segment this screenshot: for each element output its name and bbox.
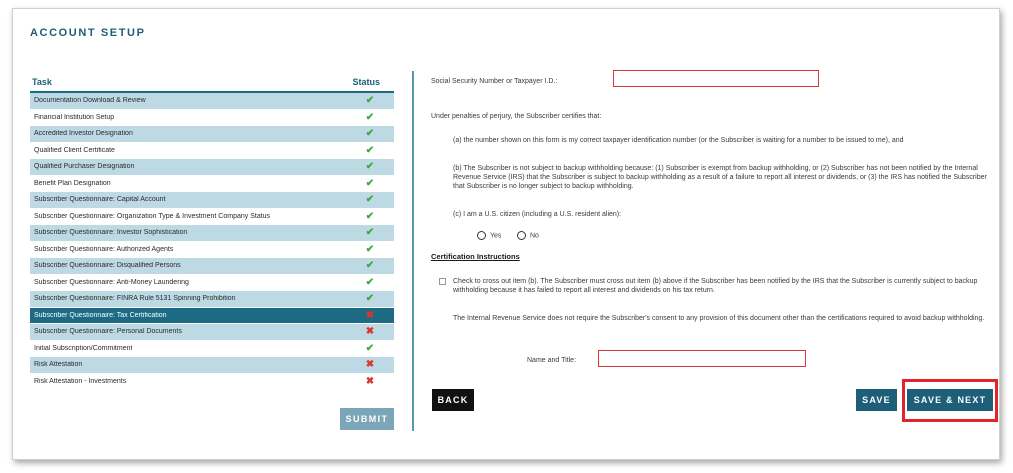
task-row[interactable] [30, 209, 394, 226]
cross-icon: ✖ [365, 359, 375, 371]
task-name: Subscriber Questionnaire: FINRA Rule 5131 Spinning Prohibition [34, 295, 236, 303]
check-icon: ✔ [365, 260, 375, 272]
task-name: Subscriber Questionnaire: Organization Type & Investment Company Status [34, 212, 271, 220]
page-title: ACCOUNT SETUP [30, 27, 146, 39]
task-row[interactable] [30, 126, 394, 143]
task-column-header: Task [32, 77, 52, 87]
save-button[interactable]: SAVE [856, 389, 897, 411]
check-icon: ✔ [365, 177, 375, 189]
task-row[interactable] [30, 110, 394, 127]
check-icon: ✔ [365, 227, 375, 239]
check-icon: ✔ [365, 111, 375, 123]
clause-b-text: (b) The Subscriber is not subject to backup withholding because: (1) Subscriber is exempt from backup withholding, or (2) Subscriber has not been notified by the Internal Revenue Service (IRS) that the Subscriber is subject to backup withholding as a result of a failure to report all interest or dividends, or (3) the IRS has notified the Subscriber that Subscriber is no longer subject to backup withholding. [453, 165, 987, 190]
task-name: Subscriber Questionnaire: Investor Sophistication [34, 229, 188, 237]
task-row[interactable] [30, 159, 394, 176]
check-icon: ✔ [365, 144, 375, 156]
task-row[interactable] [30, 192, 394, 209]
task-name: Subscriber Questionnaire: Authorized Agents [34, 245, 174, 253]
task-row[interactable] [30, 242, 394, 259]
task-name: Benefit Plan Designation [34, 179, 111, 187]
check-icon: ✔ [365, 342, 375, 354]
task-row[interactable] [30, 357, 394, 374]
radio-yes[interactable] [477, 231, 501, 240]
task-row[interactable] [30, 143, 394, 160]
task-name: Risk Attestation [34, 361, 83, 369]
task-row[interactable] [30, 93, 394, 110]
task-name: Subscriber Questionnaire: Personal Documents [34, 328, 182, 336]
task-name: Financial Institution Setup [34, 113, 115, 121]
ssn-label: Social Security Number or Taxpayer I.D.: [431, 78, 558, 85]
radio-yes-circle[interactable] [477, 231, 486, 240]
task-table [30, 75, 394, 390]
task-rows [30, 93, 394, 390]
clause-a-text: (a) the number shown on this form is my correct taxpayer identification number (or the Subscriber is waiting for a number to be issued to me), and [453, 137, 904, 144]
task-name: Risk Attestation - Investments [34, 377, 127, 385]
cross-icon: ✖ [365, 309, 375, 321]
task-name: Subscriber Questionnaire: Tax Certification [34, 311, 167, 319]
task-row[interactable] [30, 225, 394, 242]
check-icon: ✔ [365, 95, 375, 107]
irs-consent-text: The Internal Revenue Service does not require the Subscriber's consent to any provision of this document other than the certifications required to avoid backup withholding. [453, 315, 985, 322]
task-name: Accredited Investor Designation [34, 130, 133, 138]
panel-divider [412, 71, 414, 431]
tax-certification-form [431, 9, 991, 461]
task-row[interactable] [30, 275, 394, 292]
radio-no-circle[interactable] [517, 231, 526, 240]
cross-icon: ✖ [365, 326, 375, 338]
perjury-text: Under penalties of perjury, the Subscriber certifies that: [431, 113, 602, 120]
radio-yes-label: Yes [490, 232, 502, 240]
check-icon: ✔ [365, 194, 375, 206]
save-and-next-button[interactable]: SAVE & NEXT [907, 389, 993, 411]
certification-instructions-heading: Certification Instructions [431, 252, 520, 261]
check-icon: ✔ [365, 210, 375, 222]
ssn-input[interactable] [613, 70, 819, 87]
name-title-label: Name and Title: [527, 357, 577, 364]
submit-button[interactable]: SUBMIT [340, 408, 394, 430]
radio-no-label: No [530, 232, 539, 240]
name-title-input[interactable] [598, 350, 806, 367]
task-row[interactable] [30, 324, 394, 341]
task-row[interactable] [30, 308, 394, 325]
check-icon: ✔ [365, 243, 375, 255]
radio-no[interactable] [517, 231, 539, 240]
clause-c-text: (c) I am a U.S. citizen (including a U.S. resident alien): [453, 211, 622, 218]
task-table-header [30, 75, 394, 93]
task-row[interactable] [30, 374, 394, 391]
status-column-header: Status [352, 77, 380, 87]
account-setup-card [12, 8, 1000, 460]
check-icon: ✔ [365, 161, 375, 173]
check-icon: ✔ [365, 276, 375, 288]
task-name: Subscriber Questionnaire: Anti-Money Laundering [34, 278, 189, 286]
back-button[interactable]: BACK [432, 389, 474, 411]
task-row[interactable] [30, 176, 394, 193]
cross-icon: ✖ [365, 375, 375, 387]
cross-out-text: Check to cross out item (b). The Subscriber must cross out item (b) above if the Subscriber has been notified by the IRS that the Subscriber is currently subject to backup withholding because it has failed to report all interest and dividends on his tax return. [453, 278, 978, 294]
cross-out-checkbox[interactable] [439, 278, 446, 285]
check-icon: ✔ [365, 293, 375, 305]
task-row[interactable] [30, 341, 394, 358]
task-row[interactable] [30, 258, 394, 275]
task-name: Documentation Download & Review [34, 97, 146, 105]
task-row[interactable] [30, 291, 394, 308]
task-name: Qualified Purchaser Designation [34, 163, 135, 171]
check-icon: ✔ [365, 128, 375, 140]
task-name: Initial Subscription/Commitment [34, 344, 133, 352]
task-name: Subscriber Questionnaire: Disqualified Persons [34, 262, 181, 270]
task-name: Subscriber Questionnaire: Capital Account [34, 196, 166, 204]
task-name: Qualified Client Certificate [34, 146, 115, 154]
